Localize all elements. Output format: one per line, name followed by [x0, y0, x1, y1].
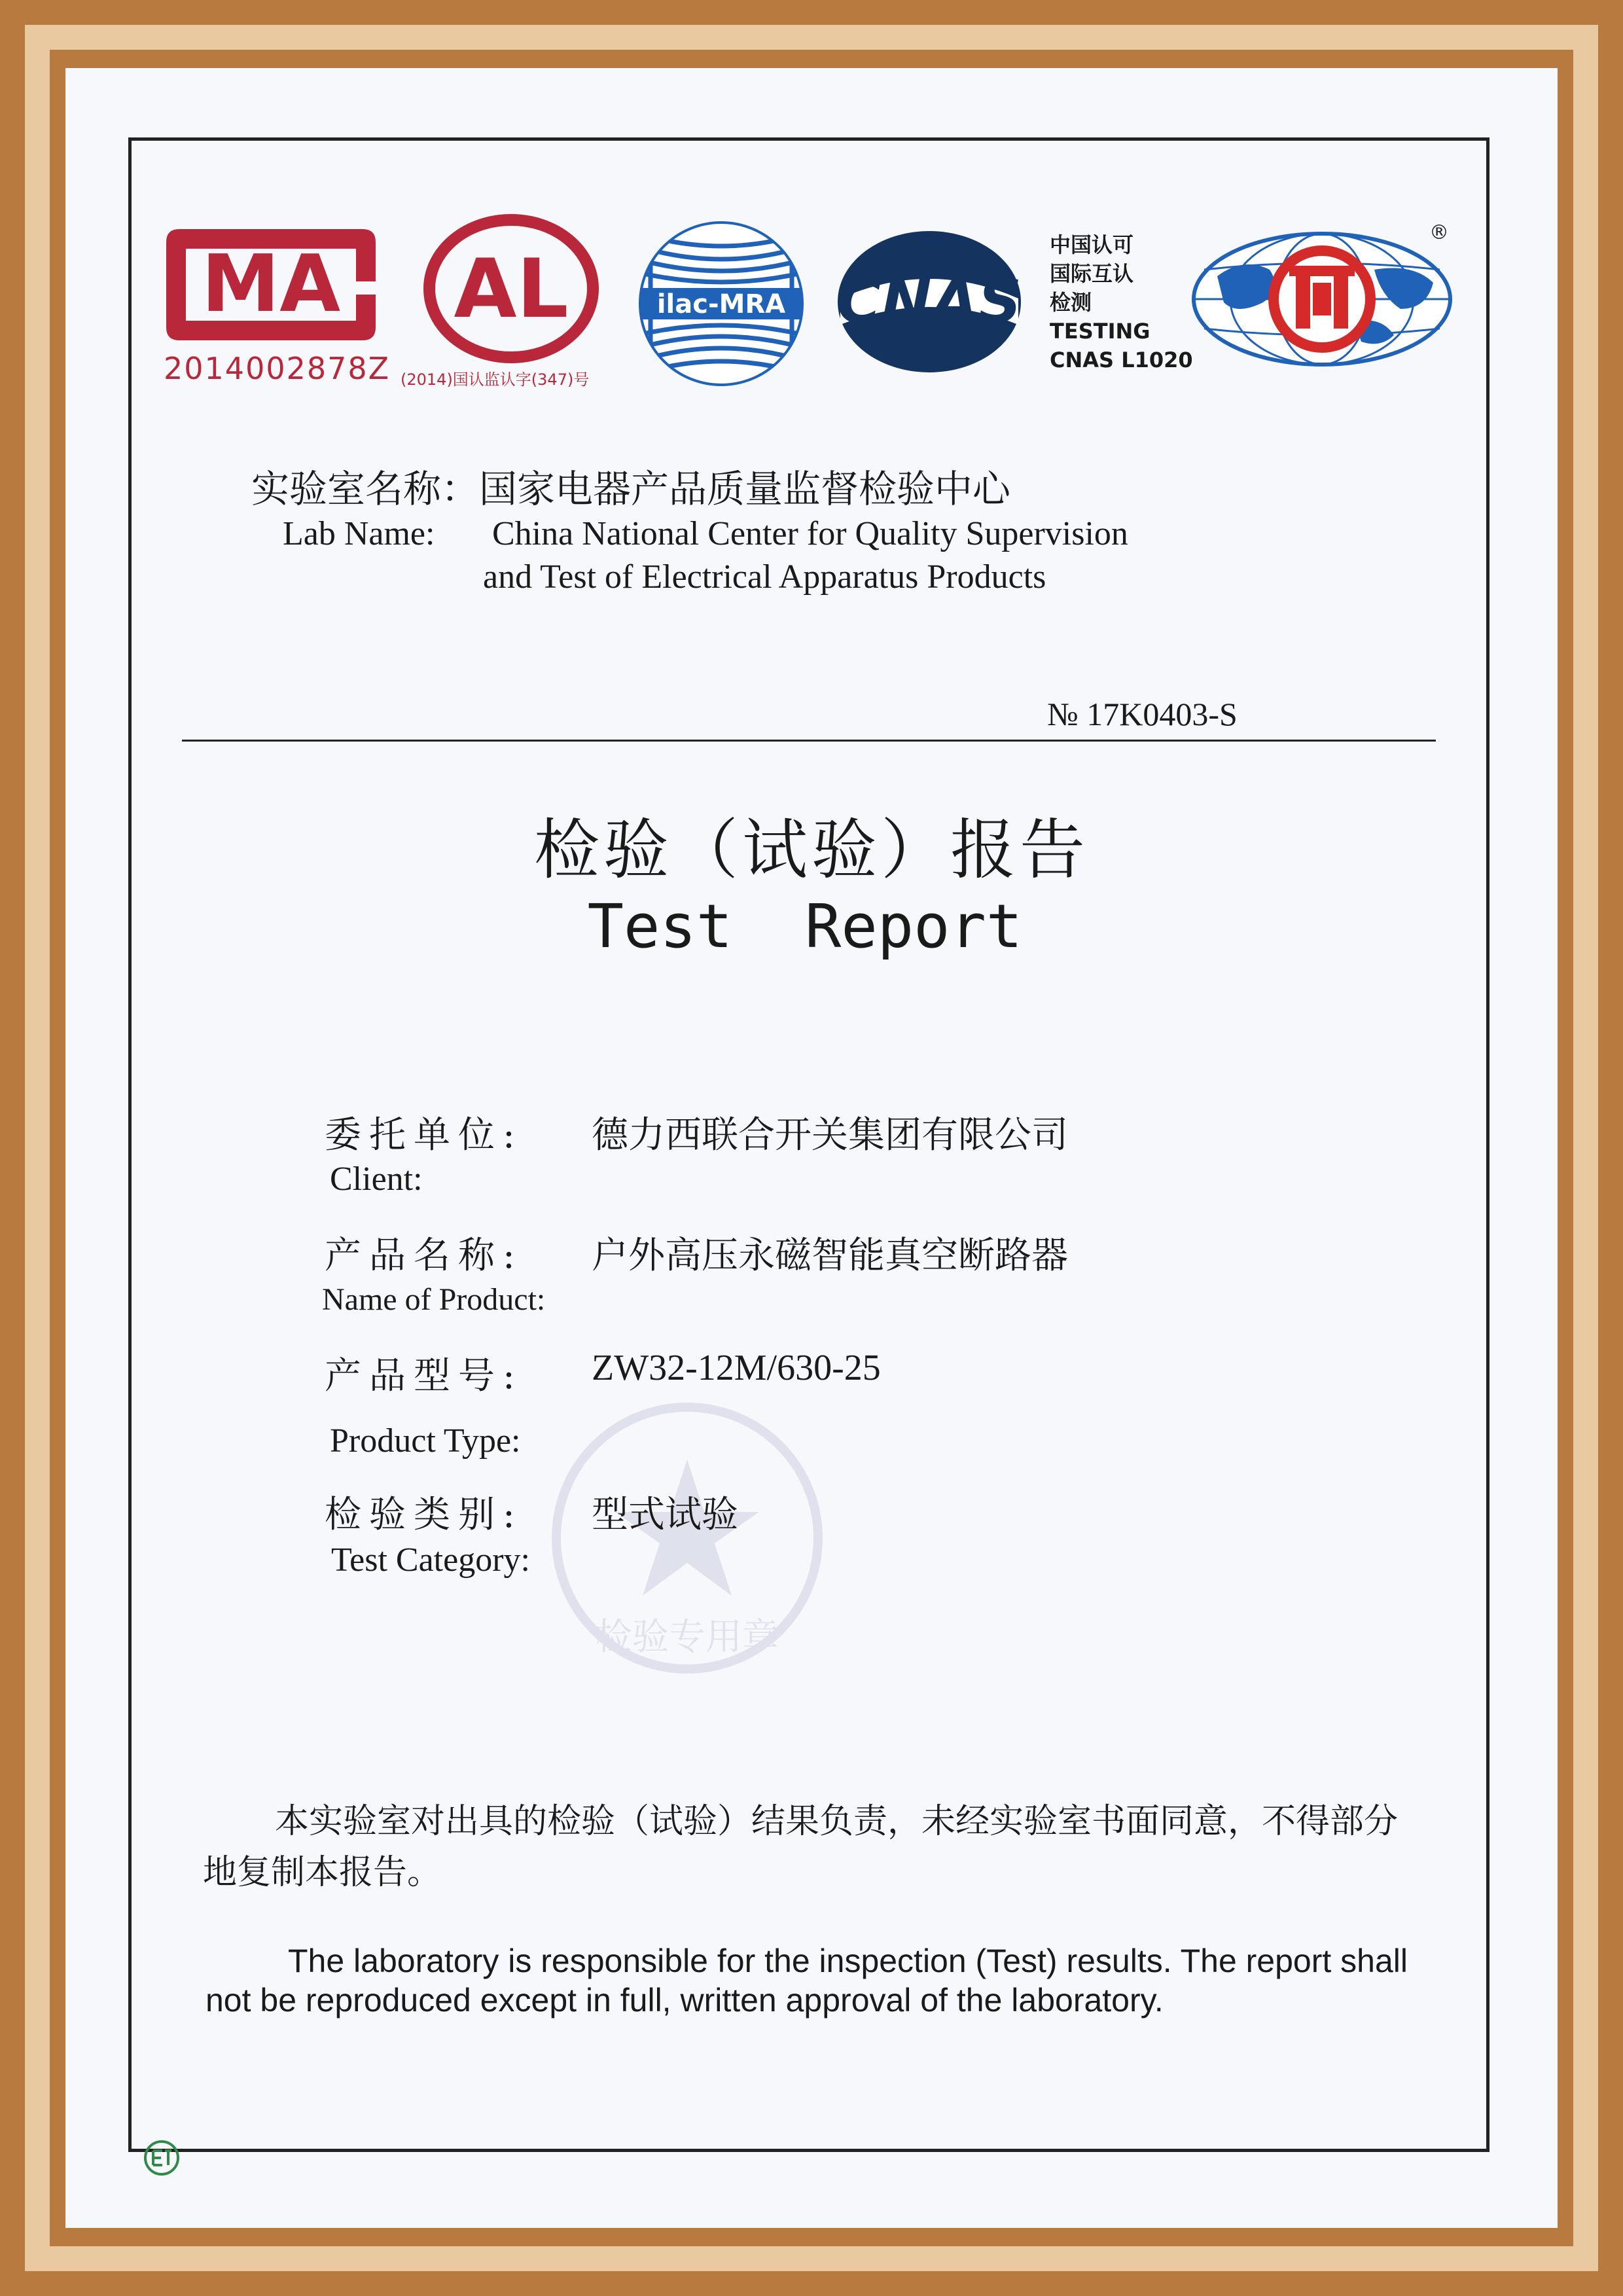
client-label-cn: 委托单位: [325, 1114, 523, 1157]
cal-logo [423, 213, 599, 364]
ilac-mra-logo [637, 220, 805, 387]
product-type-label-en: Product Type: [330, 1422, 521, 1460]
registered-mark: ® [1429, 221, 1449, 244]
inspection-seal-stamp [537, 1388, 838, 1689]
test-category-label-cn: 检验类别: [325, 1494, 523, 1536]
cnas-logo-text: CNAS [837, 266, 1022, 336]
report-number: № 17K0403-S [1047, 696, 1238, 732]
report-title-en: Test Report [587, 891, 1023, 961]
lab-name-en-line1: China National Center for Quality Supervision [492, 515, 1128, 552]
test-category-label-en: Test Category: [331, 1541, 530, 1579]
globe-certification-logo [1191, 230, 1453, 368]
corner-seal-icon [143, 2139, 181, 2177]
cnas-line: CNAS L1020 [1050, 348, 1193, 372]
report-title-cn: 检验（试验）报告 [534, 812, 1089, 888]
product-type-value: ZW32-12M/630-25 [592, 1348, 881, 1388]
cnas-logo [831, 226, 1027, 377]
test-category-value: 型式试验 [592, 1494, 738, 1536]
product-name-label-cn: 产品名称: [325, 1234, 523, 1277]
lab-name-en-label: Lab Name: [283, 515, 435, 552]
cma-code: 2014002878Z [164, 351, 391, 386]
client-label-en: Client: [330, 1160, 423, 1198]
client-value: 德力西联合开关集团有限公司 [592, 1114, 1068, 1157]
lab-name-en-line2: and Test of Electrical Apparatus Products [483, 558, 1046, 596]
responsibility-note-en: The laboratory is responsible for the inspection (Test) results. The report shall not be reproduced except in full, written approval of the laboratory. [205, 1943, 1408, 2018]
responsibility-note-cn: 本实验室对出具的检验（试验）结果负责，未经实验室书面同意，不得部分地复制本报告。 [203, 1802, 1399, 1892]
divider-line [182, 740, 1436, 742]
cnas-line: 国际互认 [1050, 261, 1134, 286]
product-type-label-cn: 产品型号: [325, 1355, 523, 1397]
product-name-value: 户外高压永磁智能真空断路器 [592, 1234, 1068, 1277]
cma-logo [160, 223, 382, 347]
cal-code: (2014)国认监认字(347)号 [401, 370, 590, 389]
cnas-line: TESTING [1050, 319, 1150, 344]
cma-logo-text: MA [201, 239, 341, 330]
product-name-label-en: Name of Product: [322, 1282, 546, 1317]
cnas-line: 中国认可 [1050, 232, 1134, 257]
cnas-accreditation-text [1050, 230, 1193, 374]
cal-logo-text: AL [454, 242, 569, 336]
lab-name-cn: 实验室名称：国家电器产品质量监督检验中心 [251, 467, 1011, 511]
cnas-line: 检测 [1050, 290, 1092, 315]
stamp-text: 检验专用章 [596, 1616, 779, 1659]
ilac-mra-text: ilac-MRA [656, 289, 786, 319]
